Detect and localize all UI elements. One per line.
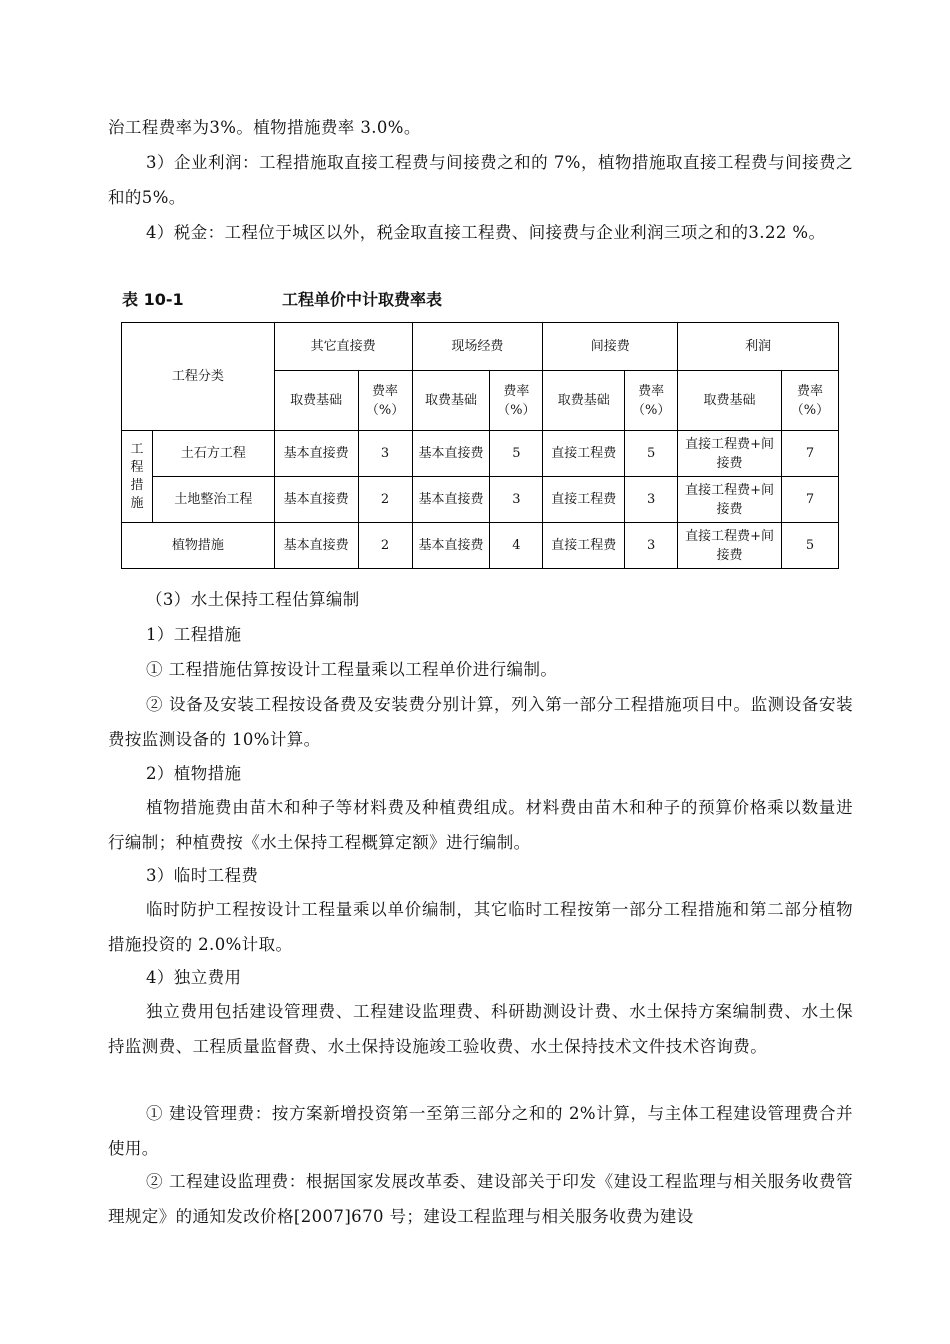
header-basis: 取费基础	[274, 371, 358, 431]
header-basis: 取费基础	[678, 371, 782, 431]
cell-basis: 基本直接费	[412, 477, 490, 523]
table-row	[122, 523, 839, 569]
header-rate: 费率（%）	[625, 371, 678, 431]
cell-rate: 7	[781, 477, 838, 523]
header-category: 工程分类	[122, 323, 275, 431]
cell-rate: 5	[781, 523, 838, 569]
group-label-engineering-measures: 工 程 措 施	[122, 431, 153, 523]
table-row	[122, 431, 839, 477]
cell-basis: 直接工程费	[543, 431, 625, 477]
cell-basis: 基本直接费	[412, 523, 490, 569]
table-title: 工程单价中计取费率表	[282, 290, 443, 309]
paragraph-construction-management: ① 建设管理费：按方案新增投资第一至第三部分之和的 2%计算，与主体工程建设管理费合并使用。	[108, 1104, 853, 1158]
header-basis: 取费基础	[412, 371, 490, 431]
header-group-site-expense: 现场经费	[412, 323, 543, 371]
row-name: 土地整治工程	[152, 477, 274, 523]
cell-basis: 直接工程费+间接费	[678, 523, 782, 569]
cell-basis: 直接工程费+间接费	[678, 431, 782, 477]
table-header-row-1	[122, 323, 839, 371]
paragraph-supervision-fee: ② 工程建设监理费：根据国家发展改革委、建设部关于印发《建设工程监理与相关服务收费管理规定》的通知发改价格[2007]670 号；建设工程监理与相关服务收费为建设	[108, 1172, 853, 1226]
table-caption	[122, 286, 443, 314]
cell-basis: 基本直接费	[274, 477, 358, 523]
header-group-profit: 利润	[678, 323, 839, 371]
table-number: 表 10-1	[122, 290, 184, 309]
paragraph-plant-measures: 植物措施费由苗木和种子等材料费及种植费组成。材料费由苗木和种子的预算价格乘以数量进行编制；种植费按《水土保持工程概算定额》进行编制。	[108, 798, 853, 852]
heading-temporary-works: 3）临时工程费	[146, 866, 259, 885]
paragraph-enterprise-profit: 3）企业利润：工程措施取直接工程费与间接费之和的 7%，植物措施取直接工程费与间接费之和的5%。	[108, 153, 853, 207]
header-basis: 取费基础	[543, 371, 625, 431]
cell-rate: 3	[625, 523, 678, 569]
row-name: 土石方工程	[152, 431, 274, 477]
cell-rate: 3	[358, 431, 412, 477]
cell-rate: 4	[490, 523, 543, 569]
paragraph-temporary-works: 临时防护工程按设计工程量乘以单价编制，其它临时工程按第一部分工程措施和第二部分植物措施投资的 2.0%计取。	[108, 900, 853, 954]
cell-basis: 直接工程费	[543, 477, 625, 523]
fee-rate-table	[121, 322, 839, 569]
cell-basis: 直接工程费	[543, 523, 625, 569]
paragraph-tax: 4）税金：工程位于城区以外，税金取直接工程费、间接费与企业利润三项之和的3.22 %。	[146, 223, 826, 242]
paragraph-equipment-installation: ② 设备及安装工程按设备费及安装费分别计算，列入第一部分工程措施项目中。监测设备安装费按监测设备的 10%计算。	[108, 695, 853, 749]
header-group-other-direct: 其它直接费	[274, 323, 412, 371]
heading-plant-measures: 2）植物措施	[146, 764, 242, 783]
cell-basis: 直接工程费+间接费	[678, 477, 782, 523]
header-rate: 费率（%）	[781, 371, 838, 431]
cell-rate: 2	[358, 477, 412, 523]
cell-basis: 基本直接费	[274, 431, 358, 477]
cell-rate: 5	[625, 431, 678, 477]
cell-basis: 基本直接费	[274, 523, 358, 569]
cell-rate: 7	[781, 431, 838, 477]
cell-rate: 5	[490, 431, 543, 477]
table-row	[122, 477, 839, 523]
paragraph-engineering-estimate: ① 工程措施估算按设计工程量乘以工程单价进行编制。	[146, 660, 558, 679]
heading-engineering-measures: 1）工程措施	[146, 625, 242, 644]
header-rate: 费率（%）	[358, 371, 412, 431]
cell-rate: 2	[358, 523, 412, 569]
cell-rate: 3	[490, 477, 543, 523]
paragraph-independent-costs: 独立费用包括建设管理费、工程建设监理费、科研勘测设计费、水土保持方案编制费、水土保持监测费、工程质量监督费、水土保持设施竣工验收费、水土保持技术文件技术咨询费。	[108, 1002, 853, 1056]
cell-rate: 3	[625, 477, 678, 523]
row-name: 植物措施	[122, 523, 275, 569]
heading-estimate-compilation: （3）水土保持工程估算编制	[146, 590, 360, 609]
cell-basis: 基本直接费	[412, 431, 490, 477]
header-group-indirect: 间接费	[543, 323, 678, 371]
header-rate: 费率（%）	[490, 371, 543, 431]
heading-independent-costs: 4）独立费用	[146, 968, 242, 987]
paragraph-fee-rate-tail: 治工程费率为3%。植物措施费率 3.0%。	[108, 118, 421, 137]
